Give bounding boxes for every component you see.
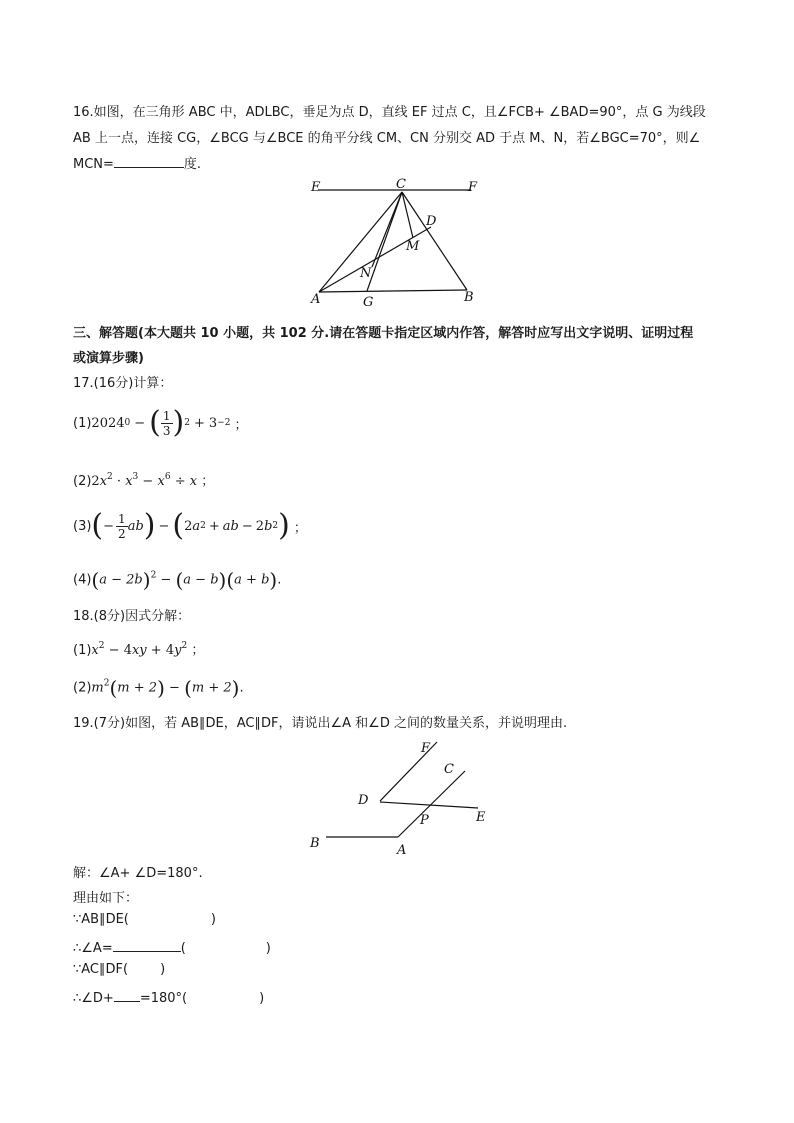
q17-p4-rparen1: ) [142,568,151,592]
label-P: P [420,813,429,828]
q18-p1-e2: 2 [98,641,105,651]
q17-p1-base: 2024 [91,415,125,431]
q17-part-4 [73,568,281,592]
label-E: E [476,810,486,825]
label-B: B [310,836,320,851]
q19-step2-suffix: ) [265,941,271,956]
q19-title: 19.(7分)如图，若 AB∥DE，AC∥DF，请说出∠A 和∠D 之间的数量关系，并说明理由. [73,716,568,731]
q18-p2-rparen2: ) [231,676,240,700]
q17-p3-lparen1: ( [91,508,104,543]
q17-p2-e3: 3 [132,472,139,482]
q17-p3-end: ； [293,520,307,536]
q19-step4-mid: =180°( [139,991,188,1006]
label-M: M [406,239,420,254]
q19-step-1 [73,912,216,927]
q17-p3-label: (3) [73,518,92,534]
q18-p2-inner2: m + 2 [191,680,232,696]
q18-p1-minus: − [108,643,120,658]
q17-p3-a: a [192,518,201,534]
q16-answer-blank[interactable] [114,153,184,168]
q17-p3-minus2: − [241,518,253,534]
q19-step3-prefix: ∵AC∥DF( [73,962,129,977]
q16-line-3 [73,153,201,172]
q17-p3-coef-a: 2 [184,518,193,534]
q17-p3-fraction [116,512,128,541]
q17-p4-label: (4) [73,572,92,588]
label-A: A [311,292,321,307]
q17-p1-plus: + [193,415,205,431]
label-B: B [464,290,474,305]
segment-CM [402,192,413,238]
q16-line-1: 16.如图，在三角形 ABC 中，ADLBC，垂足为点 D，直线 EF 过点 C，且∠FCB+ ∠BAD=90°，点 G 为线段 [73,105,706,120]
q19-step2-mid: ( [180,941,186,956]
q18-p2-lparen2: ( [184,676,192,700]
q17-p4-lparen2: ( [175,568,184,592]
q17-p2-end: ； [201,474,215,489]
q19-reason-title: 理由如下： [73,891,139,906]
q17-p4-rparen3: ) [269,568,278,592]
label-N: N [360,266,372,281]
q16-line-3-suffix: 度. [183,157,202,172]
q17-p3-lparen2: ( [172,508,185,543]
q17-p3-minus: − [158,518,170,534]
q17-p3-ab: ab [127,518,144,534]
q17-p4-end: . [277,572,282,588]
q17-p3-rparen1: ) [143,508,156,543]
section-3-heading-line-2: 或演算步骤) [73,351,144,366]
q17-p2-coef: 2 [91,474,100,489]
q18-p2-e2: 2 [103,678,110,689]
q17-p1-minus: − [134,415,146,431]
q18-p2-inner: m + 2 [117,680,158,696]
q17-p3-ab2: ab [222,518,239,534]
q19-step1-suffix: ) [210,912,216,927]
q16-line-3-prefix: MCN= [73,157,114,172]
label-D: D [358,793,369,808]
q17-p2-x1: x [99,474,108,489]
q18-p1-four: 4 [123,643,132,658]
q17-p4-exp: 2 [150,570,157,581]
q17-p4-expr2: a − b [183,572,219,588]
q17-p2-minus: − [142,474,154,489]
label-G: G [363,295,374,310]
q17-p3-coef-b: 2 [255,518,265,534]
q17-p3-b: b [264,518,273,534]
q18-p1-label: (1) [73,643,92,658]
q17-p4-lparen3: ( [226,568,235,592]
q18-p2-rparen1: ) [157,676,165,700]
segment-CN [372,192,402,267]
q17-p2-e2: 2 [107,472,113,482]
q19-figure [300,735,500,860]
label-D: D [426,214,437,229]
q18-p2-m: m [91,680,104,696]
q16-figure [305,175,485,310]
q17-p3-neg: − [103,518,115,534]
q17-p4-expr1: a − 2b [99,572,143,588]
q17-p1-rparen: ) [172,405,185,440]
q19-step4-blank[interactable] [114,987,140,1002]
q17-p2-x2: x [125,474,133,489]
q19-step-4 [73,987,264,1006]
q17-p4-minus: − [160,572,172,588]
q18-p1-four2: 4 [165,643,175,658]
q19-answer: 解：∠A+ ∠D=180°. [73,866,203,881]
q18-p1-x: x [91,643,99,658]
q17-p2-label: (2) [73,474,92,489]
q16-line-2: AB 上一点，连接 CG，∠BCG 与∠BCE 的角平分线 CM、CN 分别交 AD 于点 M、N，若∠BGC=70°，则∠ [73,131,701,146]
label-E: E [311,180,321,195]
q17-p2-e6: 6 [164,472,171,482]
segment-CG [367,192,402,291]
q19-step2-blank[interactable] [113,937,181,952]
q17-p4-expr3: a + b [234,572,270,588]
q18-p1-y: y [174,643,182,658]
q17-p3-num: 1 [118,511,126,526]
q18-part-2 [73,676,244,700]
label-F: F [421,741,431,756]
q17-p4-rparen2: ) [218,568,227,592]
q17-p1-base3: 3 [208,415,218,431]
q19-step-3 [73,962,165,977]
q17-p1-den: 3 [162,423,171,438]
q17-part-1: (1) 2024 0 − ( $\frac{1}{3}$ ) 2 + 3 −2 ； [73,405,248,440]
q17-part-2 [73,470,214,489]
q19-step2-prefix: ∴∠A= [73,941,113,956]
q17-p1-lparen: ( [149,405,161,440]
q19-step1-prefix: ∵AB∥DE( [73,912,129,927]
q17-title: 17.(16分)计算： [73,376,173,391]
q18-p2-end: . [239,680,244,696]
q17-p4-lparen1: ( [91,568,100,592]
q17-p2-div: ÷ [174,474,186,489]
q19-step4-suffix: ) [259,991,265,1006]
q17-p1-num: 1 [162,408,171,423]
q18-p1-xy: xy [131,643,147,658]
q17-p3-plus: + [208,518,220,534]
label-C: C [396,177,406,192]
q17-p1-end: ； [234,417,248,433]
segment-AB [319,290,467,292]
label-C: C [444,762,454,777]
q18-part-1 [73,639,204,658]
label-F: F [468,180,478,195]
section-3-heading-line-1: 三、解答题(本大题共 10 小题，共 102 分.请在答题卡指定区域内作答，解答时应写出文字说明、证明过程 [73,326,694,341]
q18-p2-minus: − [169,680,180,696]
q18-p2-label: (2) [73,680,92,696]
q17-p3-rparen2: ) [278,508,290,543]
q19-step-2 [73,937,271,956]
q18-p2-lparen1: ( [109,676,118,700]
q17-p1-label: (1) [73,415,92,431]
q19-step4-prefix: ∴∠D+ [73,991,114,1006]
q18-p1-end: ； [191,643,205,658]
q19-step3-suffix: ) [160,962,166,977]
q18-p1-e2y: 2 [181,641,188,651]
q18-p1-plus: + [150,643,162,658]
q18-title: 18.(8分)因式分解： [73,609,191,624]
q17-p3-den: 2 [118,526,126,541]
q17-p2-x3: x [157,474,165,489]
q17-part-3: (3) ( − $\frac{1}{2}$ ab ) − ( 2 a 2 + ab − 2 b 2 ) ； [73,508,307,543]
q17-p1-fraction [161,409,173,438]
label-A: A [397,843,407,858]
q17-p2-dot: · [116,474,122,489]
q17-p2-x4: x [189,474,198,489]
